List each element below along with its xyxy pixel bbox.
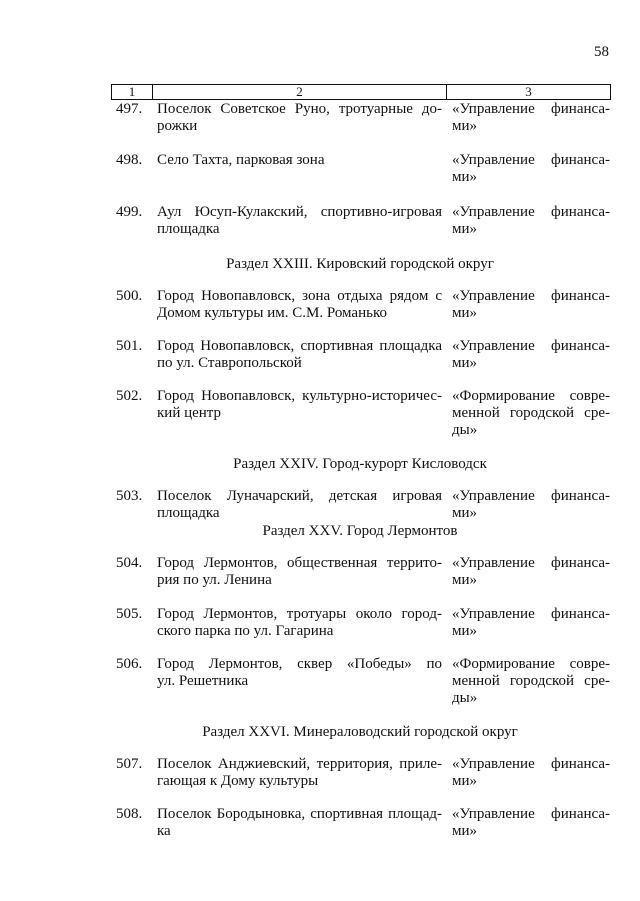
row-number: 497. [116,101,143,117]
description-line: Город Новопавловск, зона отдыха рядом с [157,288,442,304]
section-heading: Раздел XXV. Город Лермонтов [262,523,458,539]
row-description [157,488,442,522]
row-program [452,152,610,186]
description-line: Поселок Советское Руно, тротуарные до- [157,101,442,117]
row-number: 504. [116,555,143,571]
section-heading: Раздел XXVI. Минераловодский городской округ [202,724,518,740]
row-description [157,152,442,169]
program-line: «Управление финанса- [452,338,610,354]
description-line: Поселок Анджиевский, территория, приле- [157,756,442,772]
program-line: ми» [452,221,478,237]
program-line: ми» [452,305,478,321]
table-header-row [111,84,611,100]
program-line: ды» [452,690,478,706]
row-program [452,101,610,135]
description-line: площадка [157,221,220,237]
row-description [157,204,442,238]
program-line: «Управление финанса- [452,555,610,571]
row-number: 501. [116,338,143,354]
row-number: 506. [116,656,143,672]
description-line: площадка [157,505,220,521]
program-line: ми» [452,773,478,789]
description-line: ул. Решетника [157,673,249,689]
row-number: 498. [116,152,143,168]
description-line: Город Новопавловск, культурно-историчес- [157,388,442,404]
description-line: Город Лермонтов, сквер «Победы» по [157,656,442,672]
row-description [157,756,442,790]
header-col-3: 3 [525,84,532,99]
description-line: кий центр [157,405,222,421]
page-number: 58 [594,44,609,60]
program-line: ми» [452,823,478,839]
program-line: «Управление финанса- [452,152,610,168]
program-line: «Управление финанса- [452,606,610,622]
description-line: по ул. Ставропольской [157,355,302,371]
description-line: Город Новопавловск, спортивная площадка [157,338,442,354]
description-line: гающая к Дому культуры [157,773,319,789]
row-program [452,606,610,640]
program-line: ми» [452,355,478,371]
row-description [157,656,442,690]
row-program [452,555,610,589]
program-line: ды» [452,422,478,438]
header-col-2: 2 [153,85,447,99]
program-line: «Управление финанса- [452,756,610,772]
program-line: ми» [452,623,478,639]
row-program [452,338,610,372]
row-number: 499. [116,204,143,220]
program-line: ми» [452,169,478,185]
section-heading: Раздел XXIII. Кировский городской округ [226,256,494,272]
program-line: ми» [452,572,478,588]
program-line: «Управление финанса- [452,806,610,822]
row-description [157,338,442,372]
program-line: «Управление финанса- [452,488,610,504]
description-line: ка [157,823,171,839]
program-line: «Формирование совре- [452,388,610,404]
row-number: 505. [116,606,143,622]
row-program [452,288,610,322]
row-number: 500. [116,288,143,304]
row-program [452,756,610,790]
row-description [157,101,442,135]
header-col-1: 1 [112,85,153,99]
description-line: Город Лермонтов, тротуары около город- [157,606,442,622]
row-description [157,388,442,422]
description-line: Поселок Бородыновка, спортивная площад- [157,806,442,822]
row-program [452,656,610,707]
description-line: Поселок Луначарский, детская игровая [157,488,442,504]
row-number: 508. [116,806,143,822]
row-number: 507. [116,756,143,772]
program-line: «Управление финанса- [452,204,610,220]
section-heading: Раздел XXIV. Город-курорт Кисловодск [233,456,487,472]
program-line: ми» [452,505,478,521]
row-program [452,388,610,439]
description-line: рожки [157,118,198,134]
row-number: 502. [116,388,143,404]
program-line: менной городской сре- [452,405,610,421]
program-line: менной городской сре- [452,673,610,689]
row-description [157,606,442,640]
row-program [452,204,610,238]
row-description [157,806,442,840]
row-program [452,488,610,522]
description-line: Город Лермонтов, общественная террито- [157,555,442,571]
program-line: «Управление финанса- [452,101,610,117]
description-line: Аул Юсуп-Кулакский, спортивно-игровая [157,204,442,220]
program-line: «Формирование совре- [452,656,610,672]
row-description [157,288,442,322]
description-line: ского парка по ул. Гагарина [157,623,334,639]
description-line: рия по ул. Ленина [157,572,272,588]
row-description [157,555,442,589]
row-program [452,806,610,840]
description-line: Село Тахта, парковая зона [157,152,325,168]
program-line: «Управление финанса- [452,288,610,304]
row-number: 503. [116,488,143,504]
program-line: ми» [452,118,478,134]
description-line: Домом культуры им. С.М. Романько [157,305,387,321]
